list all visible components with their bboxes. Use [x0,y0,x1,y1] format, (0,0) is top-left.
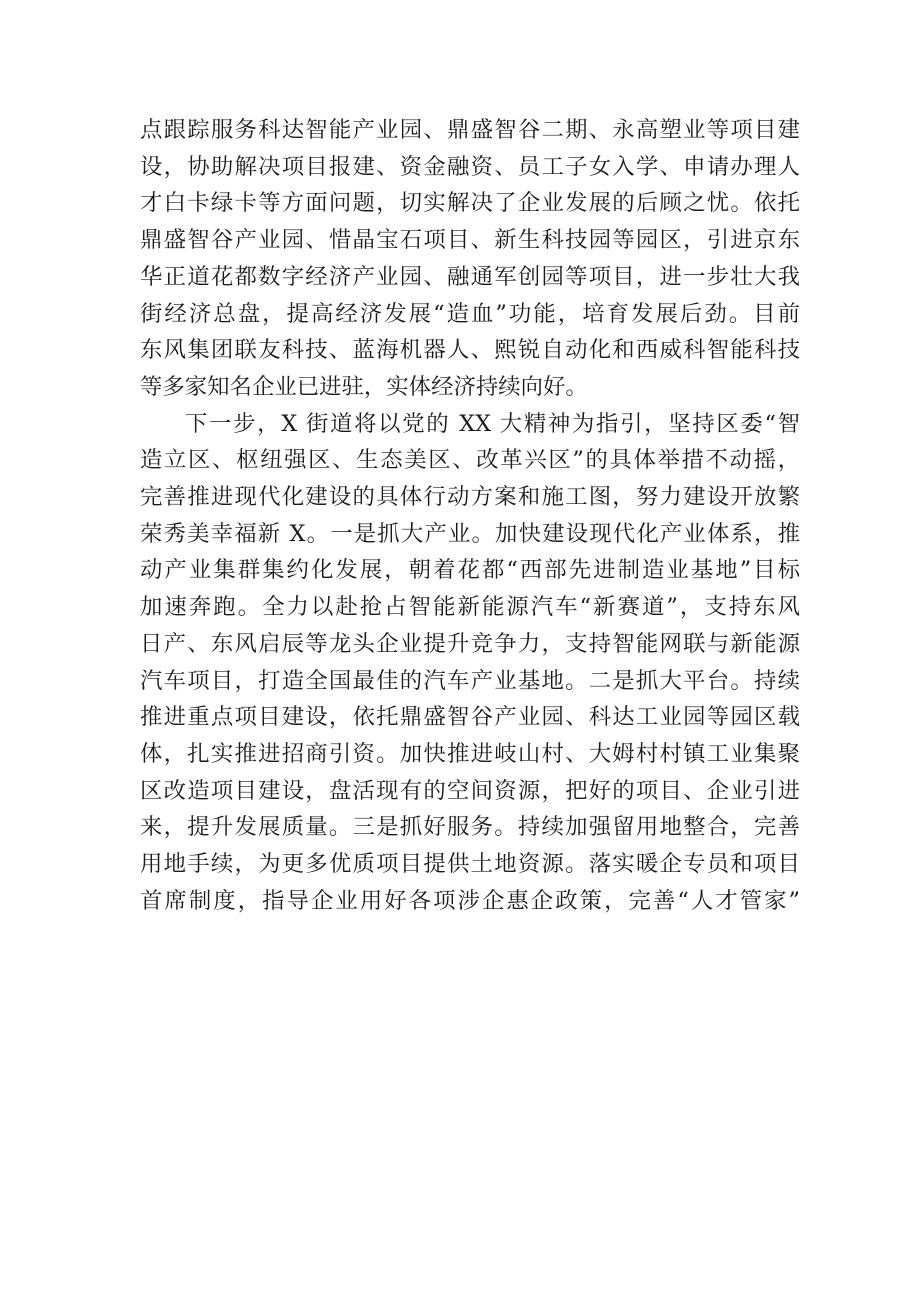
text-line: 东风集团联友科技、蓝海机器人、熙锐自动化和西威科智能科技 [140,337,800,364]
text-line: 完善推进现代化建设的具体行动方案和施工图，努力建设开放繁 [140,484,800,511]
text-line: 街经济总盘，提高经济发展“造血”功能，培育发展后劲。目前 [140,300,800,327]
text-line: 鼎盛智谷产业园、惜晶宝石项目、新生科技园等园区，引进京东 [140,227,800,254]
text-line: 体，扎实推进招商引资。加快推进岐山村、大姆村村镇工业集聚 [140,740,800,767]
text-line: 造立区、枢纽强区、生态美区、改革兴区”的具体举措不动摇， [140,447,800,474]
paragraph-1 [140,112,800,406]
text-line: 首席制度，指导企业用好各项涉企惠企政策，完善“人才管家” [140,887,800,914]
text-line: 汽车项目，打造全国最佳的汽车产业基地。二是抓大平台。持续 [140,667,800,694]
text-line: 华正道花都数字经济产业园、融通军创园等项目，进一步壮大我 [140,263,800,290]
text-line: 设，协助解决项目报建、资金融资、员工子女入学、申请办理人 [140,153,800,180]
text-line: 才白卡绿卡等方面问题，切实解决了企业发展的后顾之忧。依托 [140,190,800,217]
text-line: 荣秀美幸福新 X。一是抓大产业。加快建设现代化产业体系，推 [140,520,800,547]
text-line: 等多家知名企业已进驻，实体经济持续向好。 [140,373,588,400]
text-line: 用地手续，为更多优质项目提供土地资源。落实暖企专员和项目 [140,851,800,878]
text-line: 推进重点项目建设，依托鼎盛智谷产业园、科达工业园等园区载 [140,704,800,731]
text-line: 动产业集群集约化发展，朝着花都“西部先进制造业基地”目标 [140,557,800,584]
text-line: 加速奔跑。全力以赴抢占智能新能源汽车“新赛道”，支持东风 [140,594,800,621]
paragraph-2 [140,406,800,920]
document-body [140,112,800,919]
text-line: 点跟踪服务科达智能产业园、鼎盛智谷二期、永高塑业等项目建 [140,117,800,143]
text-line: 区改造项目建设，盘活现有的空间资源，把好的项目、企业引进 [140,777,800,804]
text-line: 来，提升发展质量。三是抓好服务。持续加强留用地整合，完善 [140,814,800,841]
text-line: 日产、东风启辰等龙头企业提升竞争力，支持智能网联与新能源 [140,630,800,657]
text-line: 下一步，X 街道将以党的 XX 大精神为指引，坚持区委“智 [185,410,800,437]
